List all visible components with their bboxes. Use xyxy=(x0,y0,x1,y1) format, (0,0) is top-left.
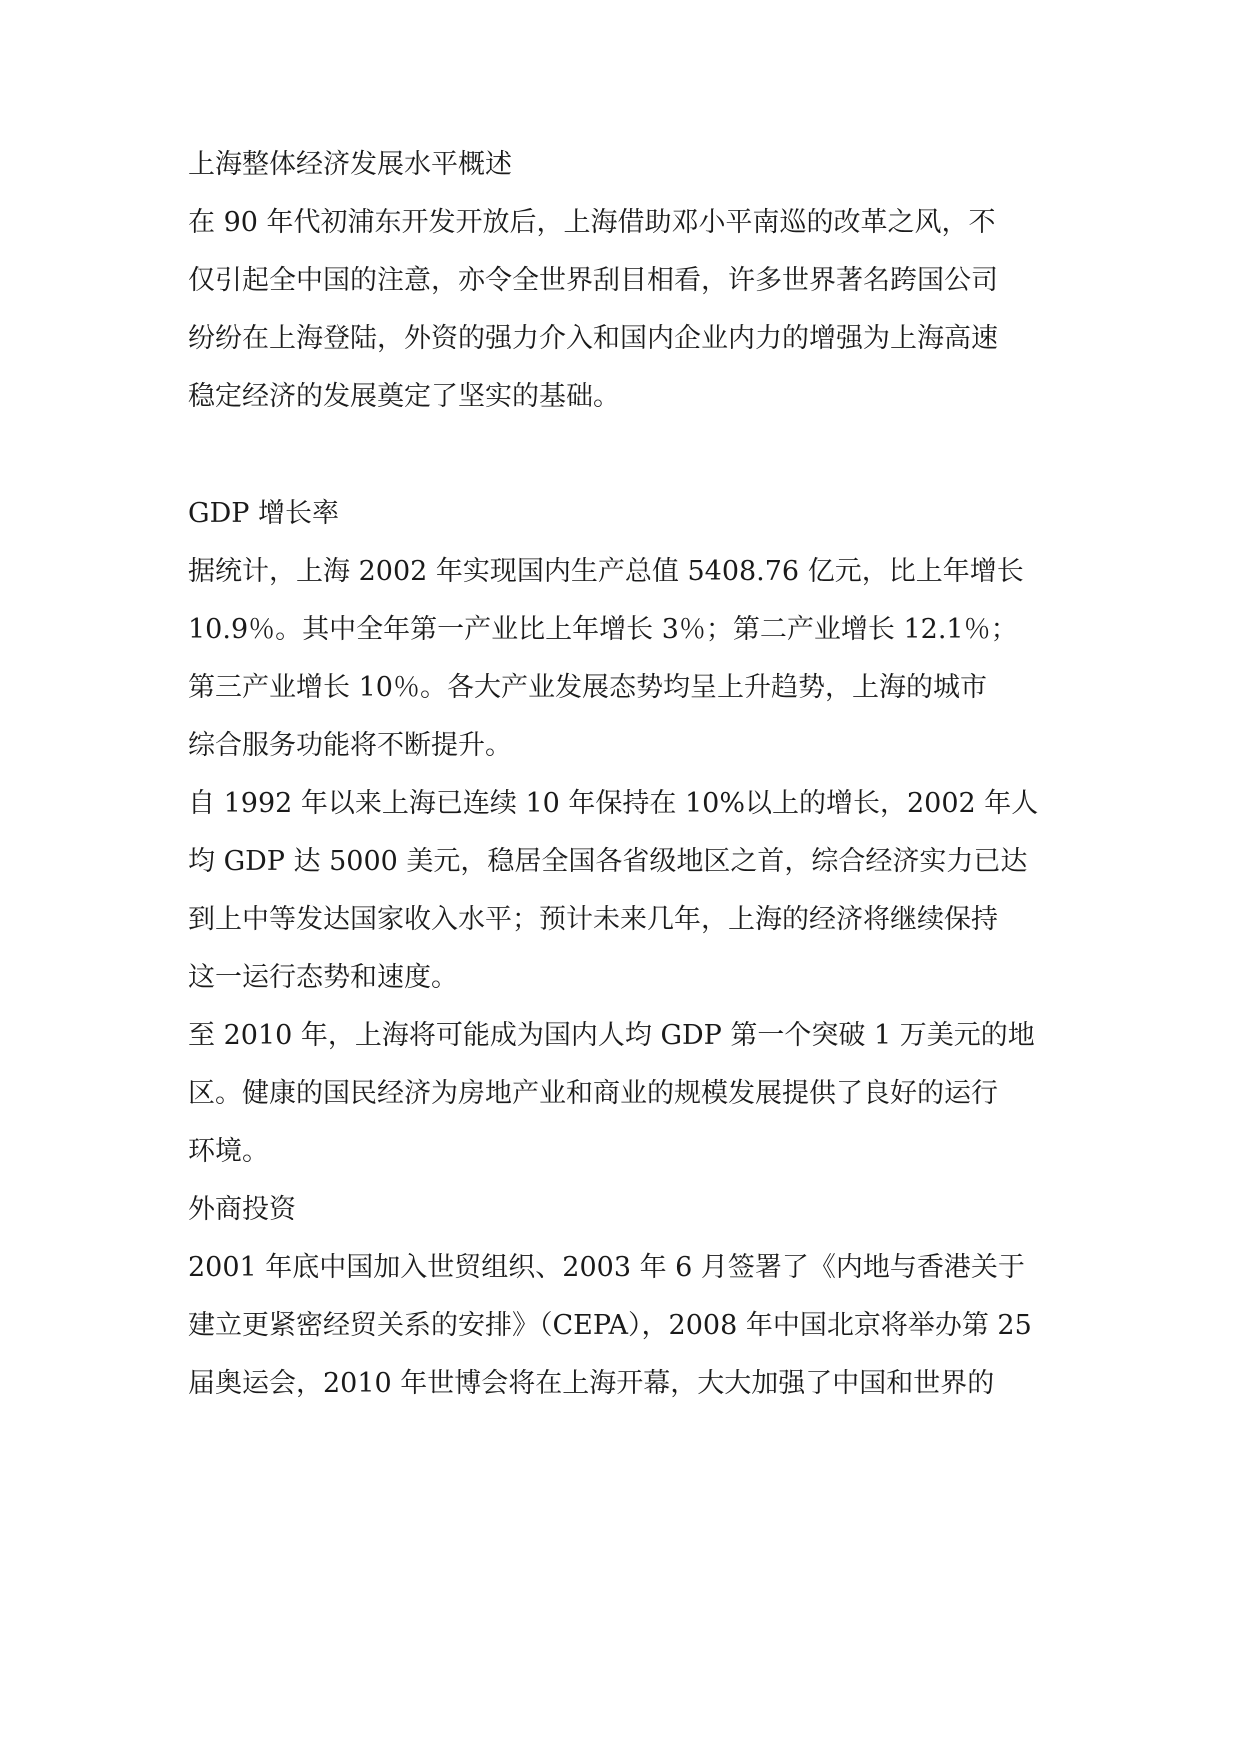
section-heading: GDP 增长率 xyxy=(188,498,339,529)
paragraph-line: 到上中等发达国家收入水平；预计未来几年，上海的经济将继续保持 xyxy=(188,904,998,935)
paragraph-line: 环境。 xyxy=(188,1136,269,1167)
paragraph-line: 仅引起全中国的注意，亦令全世界刮目相看，许多世界著名跨国公司 xyxy=(188,265,998,296)
paragraph-line: 均 GDP 达 5000 美元，稳居全国各省级地区之首，综合经济实力已达 xyxy=(188,846,1028,877)
section-heading: 外商投资 xyxy=(188,1194,296,1225)
paragraph-line: 至 2010 年，上海将可能成为国内人均 GDP 第一个突破 1 万美元的地 xyxy=(188,1020,1035,1051)
paragraph-line: 建立更紧密经贸关系的安排》（CEPA），2008 年中国北京将举办第 25 xyxy=(188,1310,1032,1341)
paragraph-line: 稳定经济的发展奠定了坚实的基础。 xyxy=(188,381,620,412)
paragraph-line: 届奥运会，2010 年世博会将在上海开幕，大大加强了中国和世界的 xyxy=(188,1368,995,1399)
paragraph-line: 第三产业增长 10％。各大产业发展态势均呈上升趋势，上海的城市 xyxy=(188,672,987,703)
paragraph-line: 区。健康的国民经济为房地产业和商业的规模发展提供了良好的运行 xyxy=(188,1078,998,1109)
paragraph-line: 自 1992 年以来上海已连续 10 年保持在 10%以上的增长，2002 年人 xyxy=(188,788,1039,819)
paragraph-line: 10.9％。其中全年第一产业比上年增长 3％；第二产业增长 12.1％； xyxy=(188,614,1018,645)
paragraph-line: 这一运行态势和速度。 xyxy=(188,962,458,993)
paragraph-line: 在 90 年代初浦东开发开放后，上海借助邓小平南巡的改革之风，不 xyxy=(188,207,996,238)
paragraph-line: 据统计，上海 2002 年实现国内生产总值 5408.76 亿元，比上年增长 xyxy=(188,556,1024,587)
paragraph-line: 纷纷在上海登陆，外资的强力介入和国内企业内力的增强为上海高速 xyxy=(188,323,998,354)
section-heading: 上海整体经济发展水平概述 xyxy=(188,149,512,180)
paragraph-line: 综合服务功能将不断提升。 xyxy=(188,730,512,761)
paragraph-line: 2001 年底中国加入世贸组织、2003 年 6 月签署了《内地与香港关于 xyxy=(188,1252,1025,1283)
